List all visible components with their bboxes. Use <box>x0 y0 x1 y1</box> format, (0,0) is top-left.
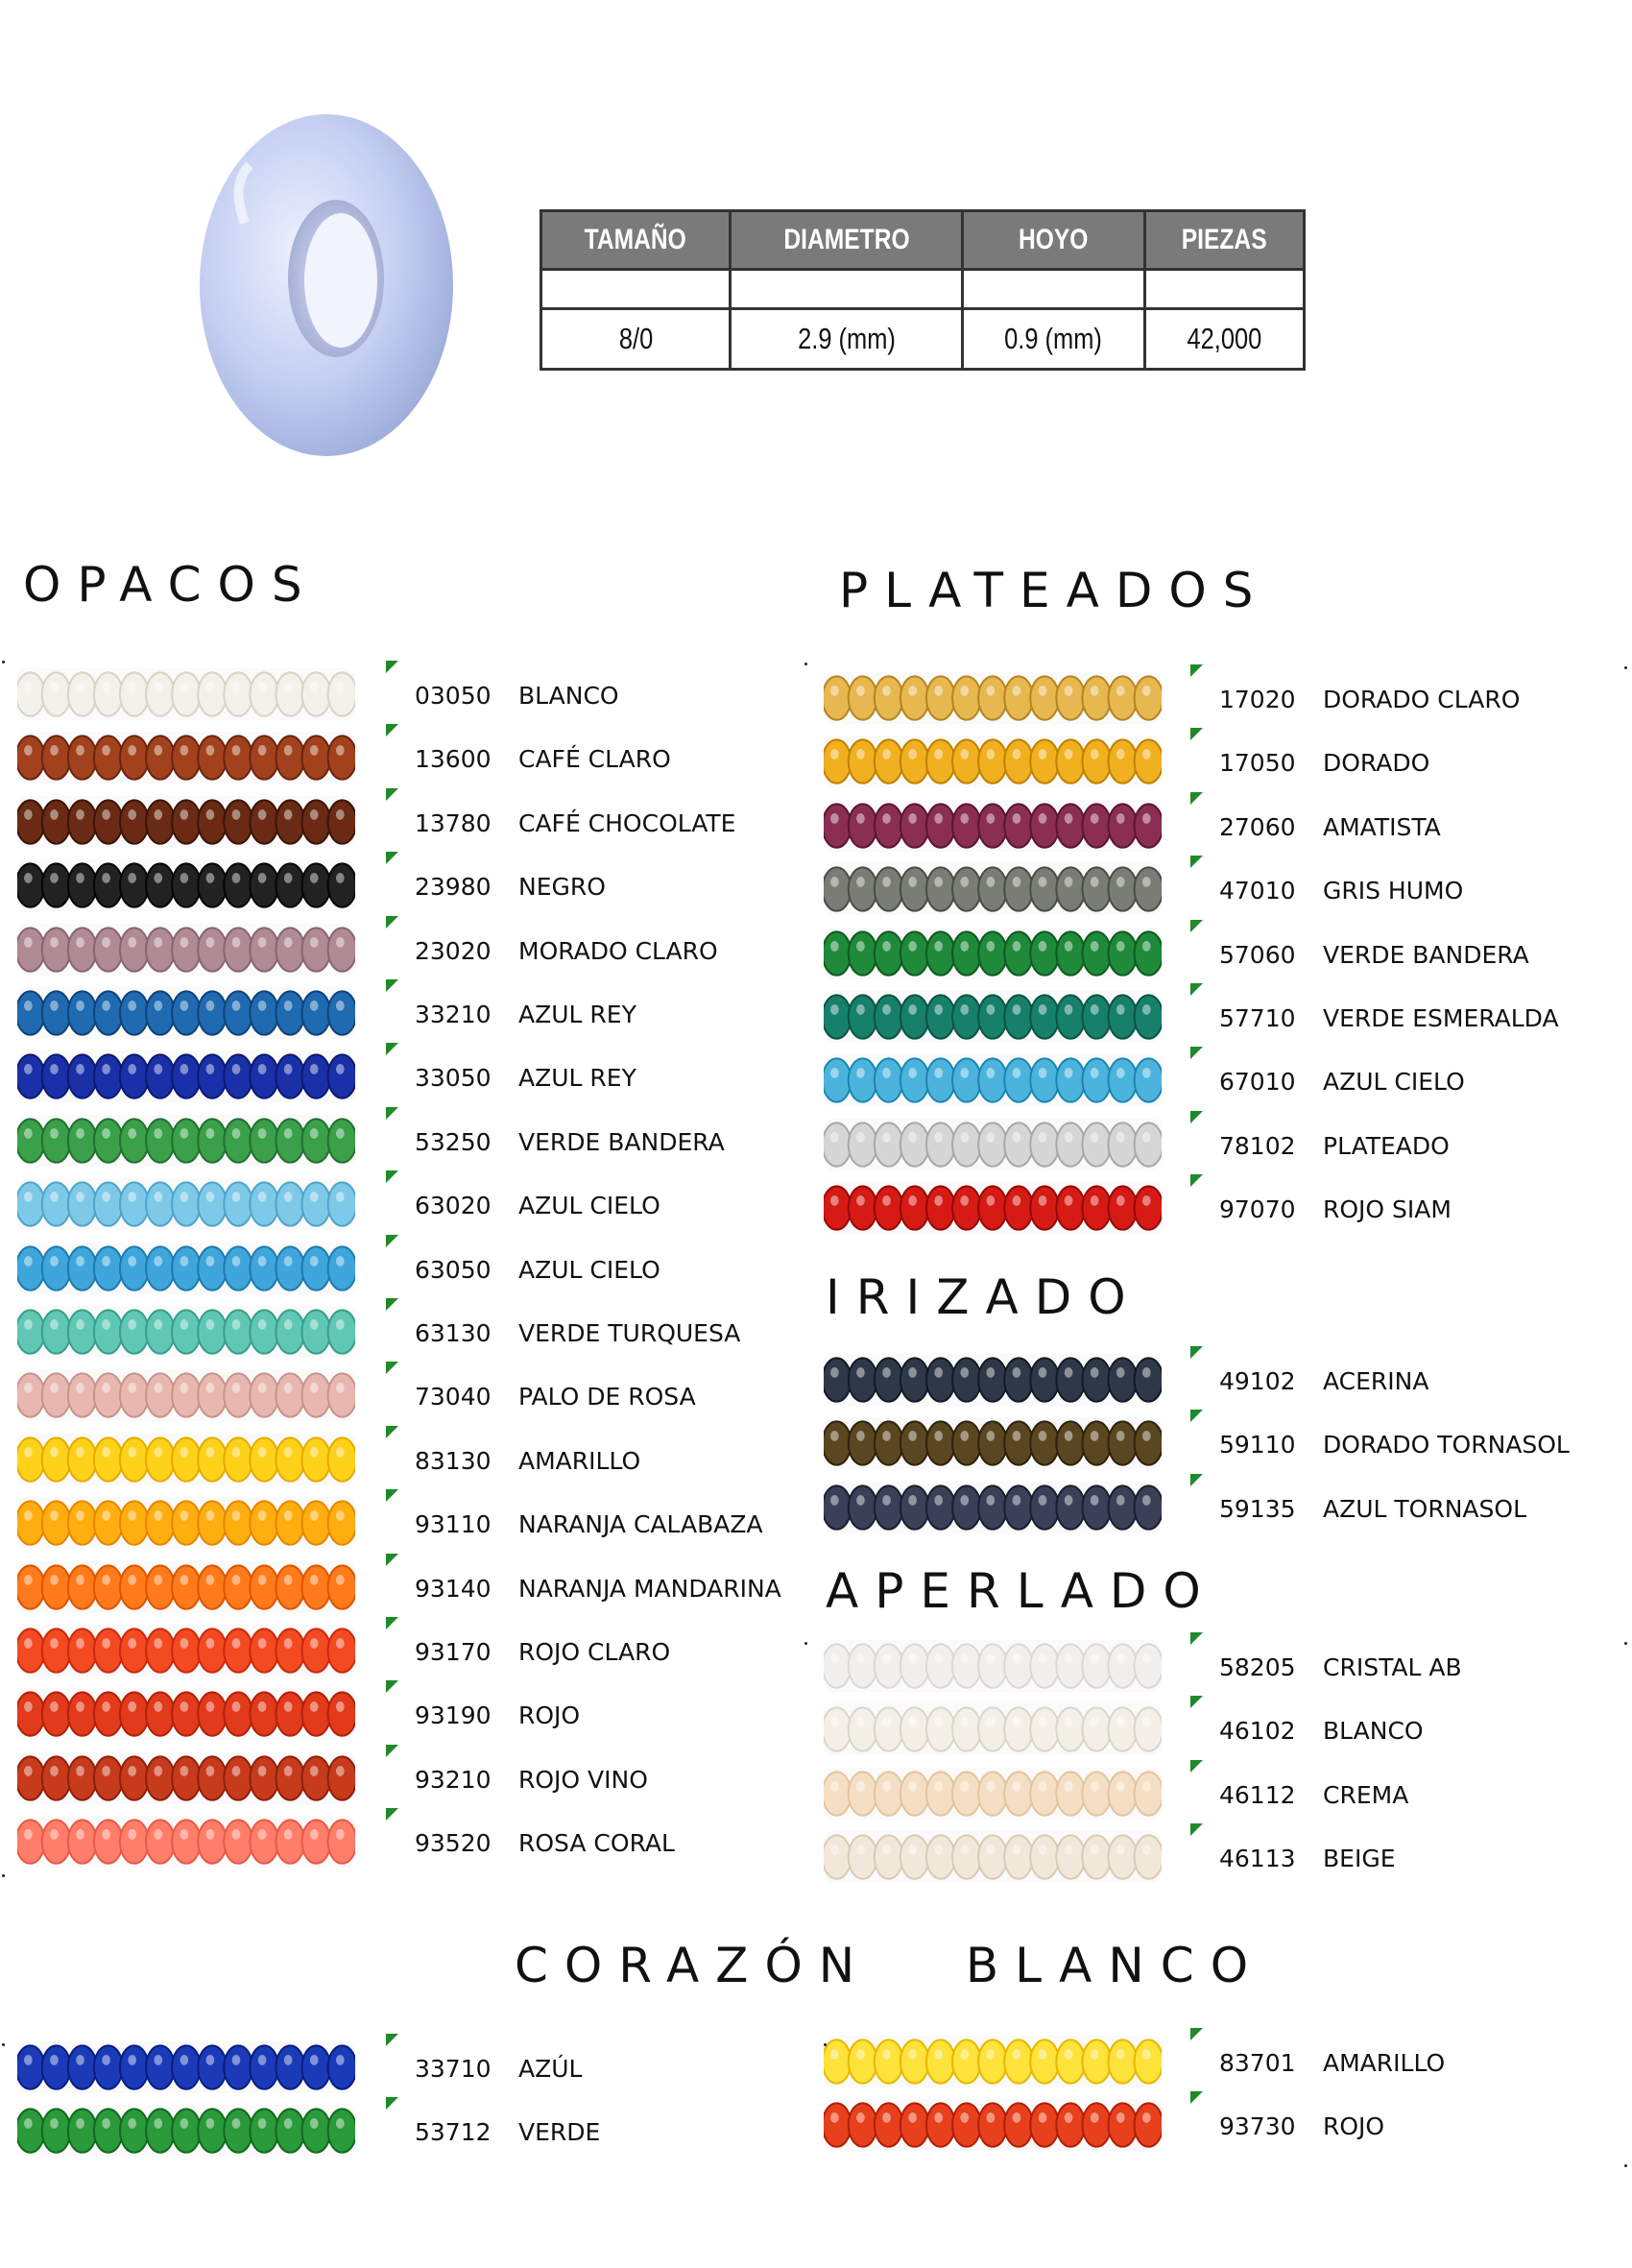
product-code: 23980 <box>415 873 492 902</box>
bead-row <box>0 1119 1632 1176</box>
product-code: 59110 <box>1219 1431 1296 1460</box>
green-marker-icon <box>1190 728 1203 740</box>
product-code: 53712 <box>415 2118 492 2147</box>
value-diametro: 2.9 (mm) <box>731 309 963 370</box>
bead-swatch <box>824 672 1162 724</box>
bead-swatch <box>824 1831 1162 1883</box>
bead-row <box>0 2036 1632 2093</box>
color-name: VERDE <box>518 2118 601 2147</box>
product-code: 57710 <box>1219 1004 1296 1032</box>
bead-row <box>0 991 1632 1049</box>
bead-swatch <box>824 1768 1162 1820</box>
header-diametro: DIAMETRO <box>731 211 963 270</box>
spacer-cell <box>731 270 963 309</box>
bead-row <box>0 736 1632 793</box>
bead-swatch <box>824 928 1162 979</box>
color-name: PLATEADO <box>1323 1131 1450 1160</box>
color-name: AMARILLO <box>518 1446 641 1475</box>
bead-row <box>0 1640 1632 1698</box>
product-code: 47010 <box>1219 877 1296 905</box>
color-name: AZUL CIELO <box>518 1255 660 1284</box>
bead-illustration <box>192 108 461 463</box>
color-name: GRIS HUMO <box>1323 877 1464 905</box>
green-marker-icon <box>1190 1174 1203 1187</box>
bead-swatch <box>17 1243 355 1294</box>
bead-row <box>0 1243 1632 1300</box>
product-code: 13780 <box>415 808 492 837</box>
color-name: BEIGE <box>1323 1845 1396 1873</box>
bead-row <box>0 1182 1632 1240</box>
green-marker-icon <box>1190 1346 1203 1359</box>
color-name: AZÚL <box>518 2055 583 2083</box>
green-marker-icon <box>1190 1410 1203 1422</box>
bead-swatch <box>17 1561 355 1613</box>
color-name: DORADO TORNASOL <box>1323 1431 1570 1460</box>
product-code: 83130 <box>415 1446 492 1475</box>
margin-dot <box>1624 1642 1627 1645</box>
product-code: 03050 <box>415 682 492 710</box>
color-name: ROSA CORAL <box>518 1829 675 1858</box>
spacer-cell <box>1144 270 1304 309</box>
bead-swatch <box>824 1182 1162 1234</box>
bead-row <box>0 1765 1632 1825</box>
product-code: 13600 <box>415 745 492 774</box>
product-code: 46102 <box>1219 1717 1296 1746</box>
product-code: 53250 <box>415 1127 492 1156</box>
color-name: ROJO <box>518 1701 581 1730</box>
color-name: VERDE BANDERA <box>1323 940 1529 969</box>
product-code: 49102 <box>1219 1367 1296 1395</box>
color-name: BLANCO <box>1323 1717 1424 1746</box>
bead-swatch <box>824 1354 1162 1406</box>
heading-plateados: PLATEADOS <box>839 563 1270 618</box>
green-marker-icon <box>1190 1760 1203 1773</box>
product-code: 63130 <box>415 1319 492 1347</box>
product-code: 58205 <box>1219 1653 1296 1681</box>
color-name: CREMA <box>1323 1780 1409 1809</box>
margin-dot <box>804 663 807 665</box>
product-code: 73040 <box>415 1383 492 1411</box>
margin-dot <box>2 1874 5 1877</box>
heading-opacos: OPACOS <box>23 557 319 613</box>
green-marker-icon <box>386 1617 398 1629</box>
green-marker-icon <box>1190 920 1203 932</box>
color-name: AZUL TORNASOL <box>1323 1494 1526 1523</box>
color-name: CRISTAL AB <box>1323 1653 1462 1681</box>
green-marker-icon <box>1190 856 1203 868</box>
green-marker-icon <box>1190 1047 1203 1059</box>
green-marker-icon <box>1190 2028 1203 2040</box>
heading-corazon-blanco: CORAZÓN BLANCO <box>515 1938 1265 1993</box>
color-name: VERDE ESMERALDA <box>1323 1004 1559 1032</box>
color-name: ROJO SIAM <box>1323 1195 1452 1224</box>
color-name: MORADO CLARO <box>518 936 718 965</box>
header-tamano: TAMAÑO <box>541 211 731 270</box>
product-code: 33710 <box>415 2055 492 2083</box>
green-marker-icon <box>386 1554 398 1566</box>
bead-swatch <box>824 1054 1162 1106</box>
bead-row <box>0 2099 1632 2157</box>
bead-row <box>0 1417 1632 1475</box>
product-code: 63050 <box>415 1255 492 1284</box>
product-code: 93730 <box>1219 2112 1296 2141</box>
bead-swatch <box>824 1703 1162 1755</box>
green-marker-icon <box>1190 1696 1203 1708</box>
color-name: NARANJA CALABAZA <box>518 1510 763 1539</box>
bead-row <box>0 928 1632 985</box>
green-marker-icon <box>1190 792 1203 805</box>
green-marker-icon <box>1190 1111 1203 1123</box>
bead-row <box>0 1703 1632 1761</box>
product-code: 59135 <box>1219 1494 1296 1523</box>
color-name: AMATISTA <box>1323 812 1441 841</box>
bead-swatch <box>824 736 1162 787</box>
product-code: 67010 <box>1219 1068 1296 1097</box>
product-code: 93210 <box>415 1765 492 1794</box>
color-name: VERDE BANDERA <box>518 1127 725 1156</box>
green-marker-icon <box>1190 1474 1203 1486</box>
color-name: CAFÉ CHOCOLATE <box>518 808 736 837</box>
bead-row <box>0 1354 1632 1411</box>
product-code: 17020 <box>1219 686 1296 713</box>
bead-swatch <box>824 2099 1162 2151</box>
margin-dot <box>1624 2164 1627 2167</box>
green-marker-icon <box>386 1298 398 1311</box>
product-code: 93190 <box>415 1701 492 1730</box>
bead-swatch <box>824 1482 1162 1533</box>
product-code: 33210 <box>415 1001 492 1028</box>
product-code: 78102 <box>1219 1131 1296 1160</box>
spacer-cell <box>541 270 731 309</box>
margin-dot <box>804 1642 807 1645</box>
color-name: ACERINA <box>1323 1367 1429 1395</box>
bead-swatch <box>17 1306 355 1358</box>
bead-row <box>0 1561 1632 1619</box>
heading-aperlado: APERLADO <box>826 1563 1217 1619</box>
product-code: 17050 <box>1219 749 1296 778</box>
bead-row <box>0 1482 1632 1539</box>
product-code: 33050 <box>415 1064 492 1093</box>
bead-row <box>0 1054 1632 1112</box>
product-code: 57060 <box>1219 940 1296 969</box>
heading-irizado: IRIZADO <box>826 1269 1142 1325</box>
green-marker-icon <box>1190 1823 1203 1836</box>
product-code: 23020 <box>415 936 492 965</box>
bead-swatch <box>824 800 1162 852</box>
color-name: AMARILLO <box>1323 2049 1446 2077</box>
header-hoyo: HOYO <box>963 211 1144 270</box>
bead-swatch <box>824 863 1162 915</box>
color-name: NEGRO <box>518 873 606 902</box>
color-name: AZUL CIELO <box>1323 1068 1465 1097</box>
color-name: ROJO VINO <box>518 1765 648 1794</box>
color-name: PALO DE ROSA <box>518 1383 696 1411</box>
color-name: ROJO CLARO <box>518 1638 671 1666</box>
product-code: 97070 <box>1219 1195 1296 1224</box>
product-code: 46112 <box>1219 1780 1296 1809</box>
spec-table <box>540 209 1306 371</box>
color-name: NARANJA MANDARINA <box>518 1574 781 1603</box>
product-code: 27060 <box>1219 812 1296 841</box>
bead-swatch <box>824 1119 1162 1170</box>
bead-swatch <box>824 1417 1162 1469</box>
color-name: CAFÉ CLARO <box>518 745 671 774</box>
margin-dot <box>2 661 5 664</box>
value-tamano: 8/0 <box>541 309 731 370</box>
green-marker-icon <box>1190 983 1203 996</box>
header-piezas: PIEZAS <box>1144 211 1304 270</box>
margin-dot <box>2 2043 5 2046</box>
spacer-cell <box>963 270 1144 309</box>
margin-dot <box>1624 666 1627 669</box>
product-code: 93140 <box>415 1574 492 1603</box>
margin-dot <box>824 2043 827 2046</box>
bead-row <box>0 1831 1632 1889</box>
color-name: VERDE TURQUESA <box>518 1319 741 1347</box>
product-code: 93110 <box>415 1510 492 1539</box>
green-marker-icon <box>1190 2091 1203 2104</box>
product-code: 93170 <box>415 1638 492 1666</box>
color-name: DORADO CLARO <box>1323 686 1521 713</box>
bead-swatch <box>824 2036 1162 2087</box>
color-name: AZUL REY <box>518 1001 636 1028</box>
value-piezas: 42,000 <box>1144 309 1304 370</box>
bead-row <box>0 800 1632 857</box>
product-code: 93520 <box>415 1829 492 1858</box>
green-marker-icon <box>1190 1632 1203 1645</box>
product-code: 63020 <box>415 1192 492 1220</box>
color-name: AZUL REY <box>518 1064 636 1093</box>
value-hoyo: 0.9 (mm) <box>963 309 1144 370</box>
bead-row <box>0 672 1632 730</box>
product-code: 46113 <box>1219 1845 1296 1873</box>
color-name: BLANCO <box>518 682 619 710</box>
product-code: 83701 <box>1219 2049 1296 2077</box>
bead-swatch <box>824 1640 1162 1692</box>
bead-row <box>0 863 1632 921</box>
color-name: ROJO <box>1323 2112 1385 2141</box>
color-name: AZUL CIELO <box>518 1192 660 1220</box>
green-marker-icon <box>1190 664 1203 677</box>
color-name: DORADO <box>1323 749 1430 778</box>
bead-swatch <box>824 991 1162 1043</box>
